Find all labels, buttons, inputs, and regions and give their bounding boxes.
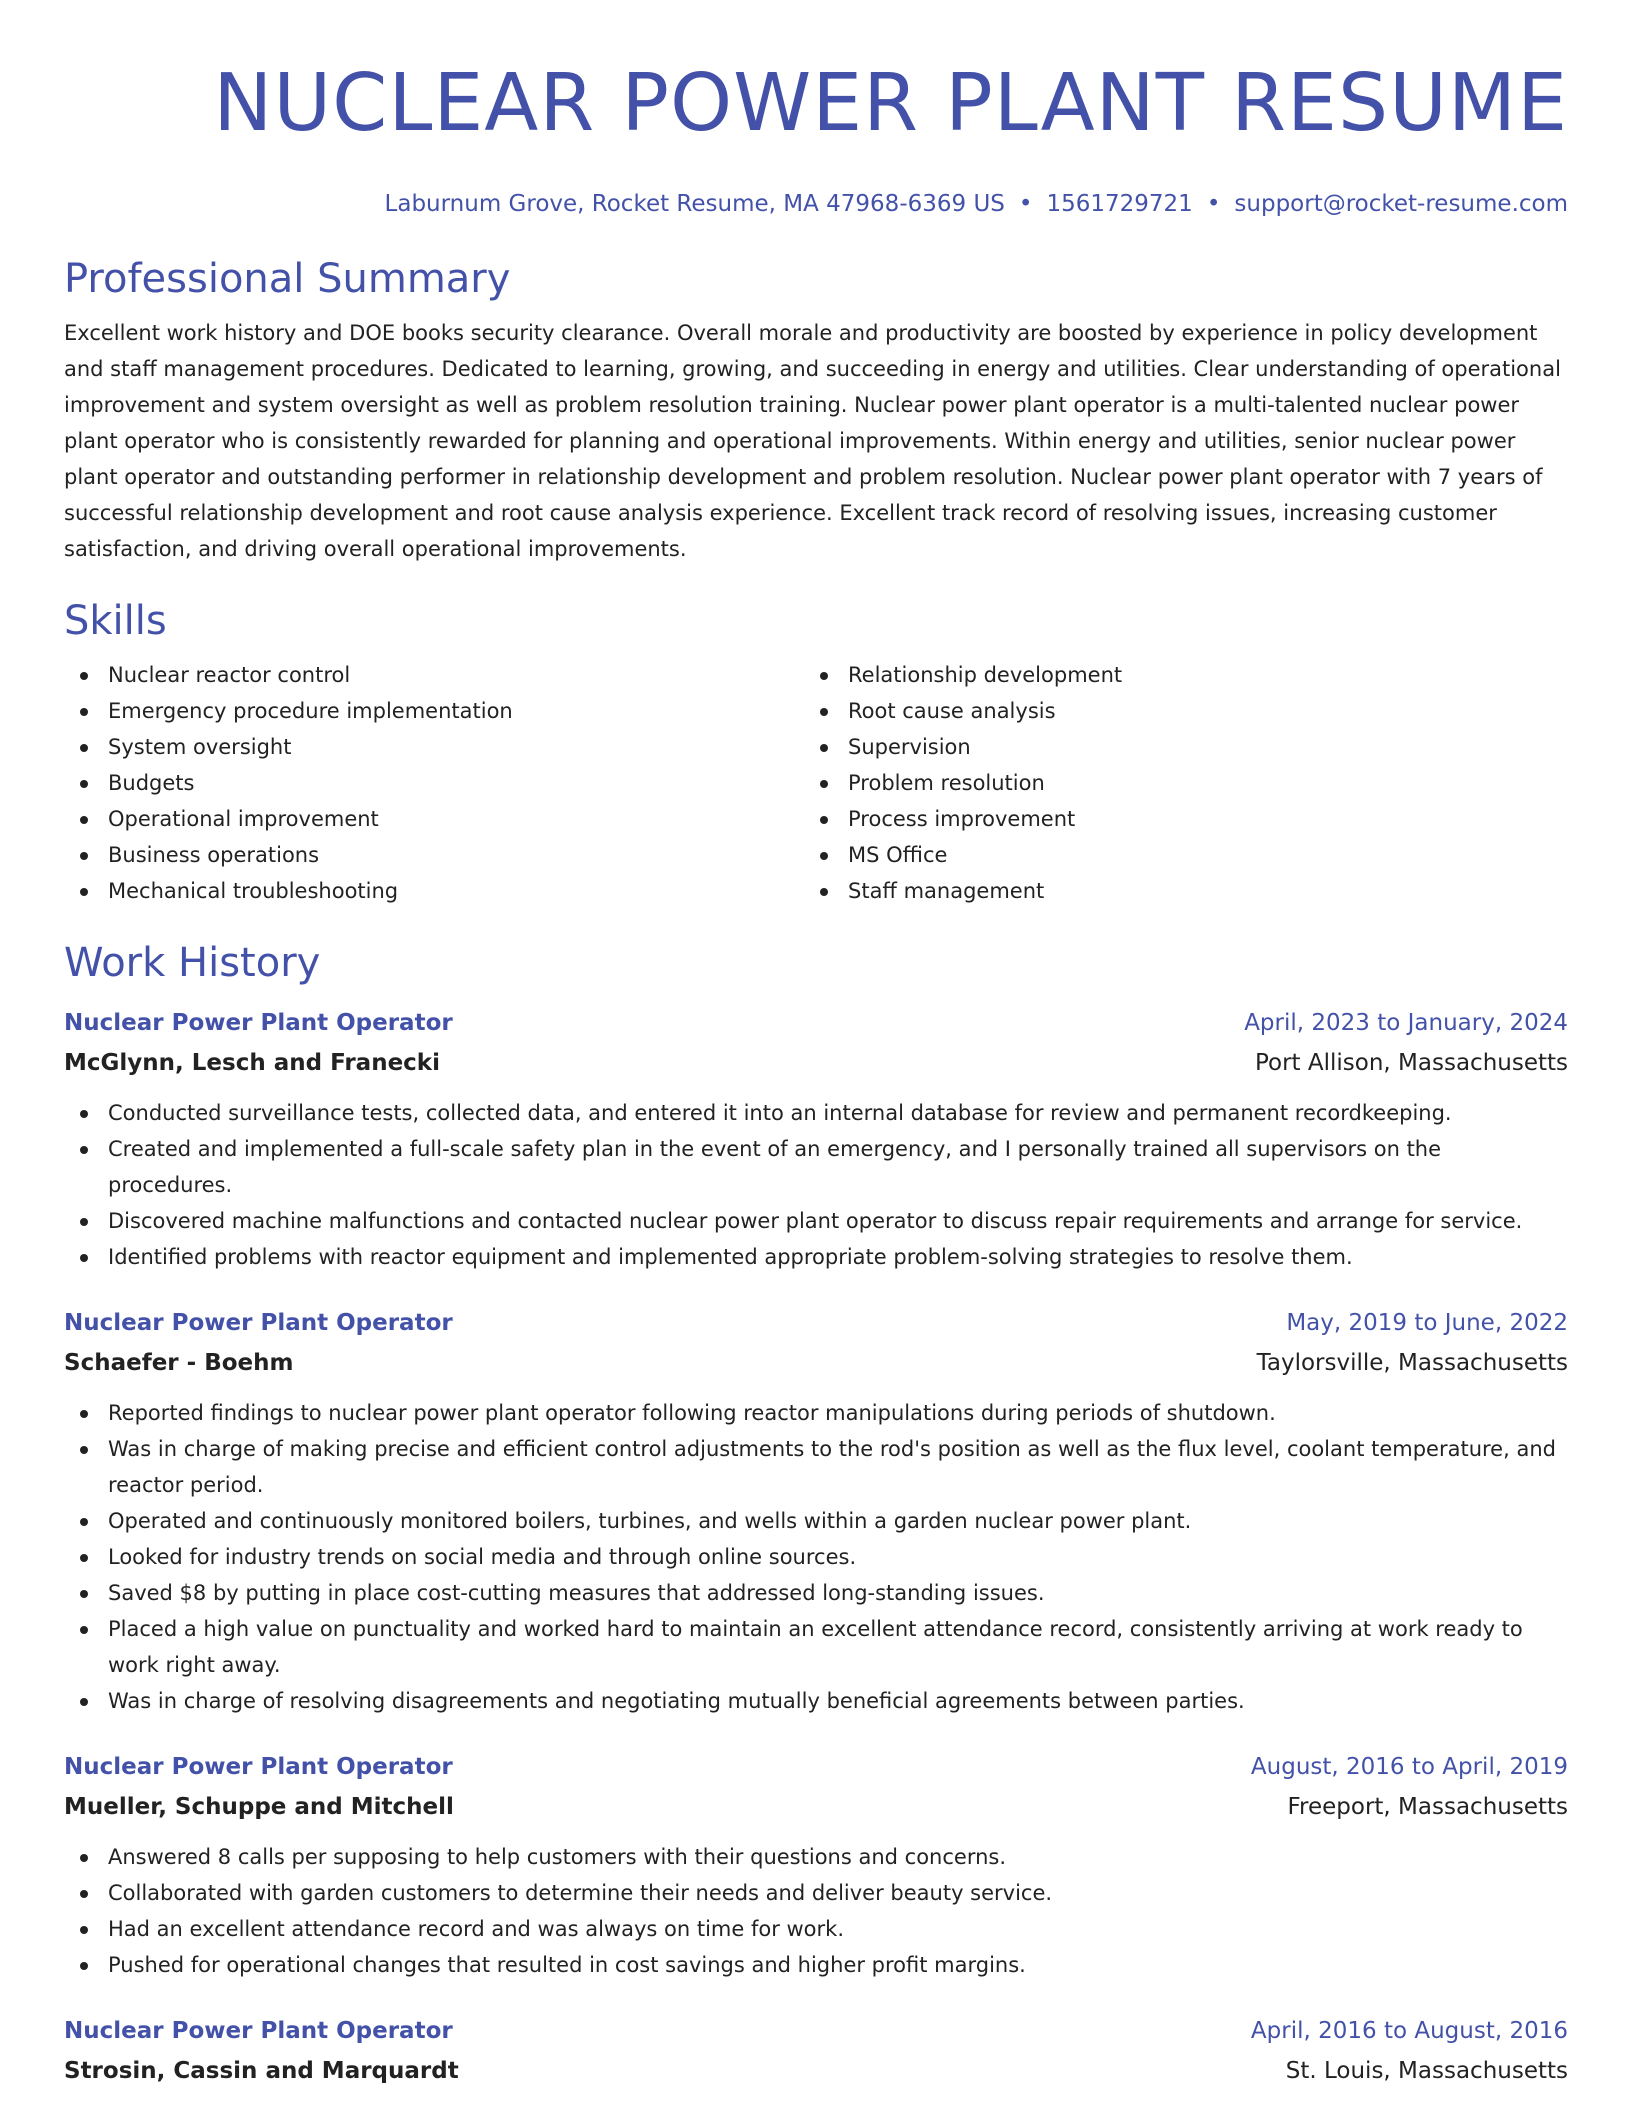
skills-column-right xyxy=(804,657,1544,909)
duty-item: Placed a high value on punctuality and worked hard to maintain an excellent attendance record, consistently arriving at work ready to work right away. xyxy=(64,1611,1568,1683)
skill-item: Problem resolution xyxy=(804,765,1544,801)
skill-item: System oversight xyxy=(64,729,804,765)
duty-item: Operated and continuously monitored boilers, turbines, and wells within a garden nuclear power plant. xyxy=(64,1503,1568,1539)
job-duties xyxy=(64,1095,1568,1275)
job-header-row xyxy=(64,1303,1568,1343)
duty-item: Created and implemented a full-scale safety plan in the event of an emergency, and I personally trained all supervisors on the procedures. xyxy=(64,1131,1568,1203)
job-header-row xyxy=(64,1003,1568,1043)
duty-item: Looked for industry trends on social media and through online sources. xyxy=(64,1539,1568,1575)
job-header-row xyxy=(64,2011,1568,2051)
skills-column-left xyxy=(64,657,804,909)
duty-item: Had an excellent attendance record and was always on time for work. xyxy=(64,1911,1568,1947)
skill-item: Relationship development xyxy=(804,657,1544,693)
skill-item: Business operations xyxy=(64,837,804,873)
job-company: Strosin, Cassin and Marquardt xyxy=(64,2058,459,2084)
skill-item: Emergency procedure implementation xyxy=(64,693,804,729)
contact-phone: 1561729721 xyxy=(1046,191,1193,217)
job-duties xyxy=(64,1395,1568,1719)
skill-item: Budgets xyxy=(64,765,804,801)
duty-item: Was in charge of resolving disagreements and negotiating mutually beneficial agreements between parties. xyxy=(64,1683,1568,1719)
skills-heading: Skills xyxy=(64,598,167,644)
job-company: McGlynn, Lesch and Franecki xyxy=(64,1050,440,1076)
job-entry xyxy=(64,1747,1568,1983)
duty-item: Identified problems with reactor equipment and implemented appropriate problem-solving strategies to resolve them. xyxy=(64,1239,1568,1275)
contact-line xyxy=(64,189,1568,219)
resume-title: NUCLEAR POWER PLANT RESUME xyxy=(213,57,1568,149)
duty-item: Conducted surveillance tests, collected data, and entered it into an internal database for review and permanent recordkeeping. xyxy=(64,1095,1568,1131)
duty-item: Reported findings to nuclear power plant operator following reactor manipulations during periods of shutdown. xyxy=(64,1395,1568,1431)
skill-item: Supervision xyxy=(804,729,1544,765)
skill-item: MS Office xyxy=(804,837,1544,873)
job-entry xyxy=(64,1003,1568,1275)
skills-list xyxy=(64,657,1568,909)
skill-item: Root cause analysis xyxy=(804,693,1544,729)
job-company-row xyxy=(64,2051,1568,2091)
resume-header xyxy=(64,55,1568,219)
summary-text: Excellent work history and DOE books security clearance. Overall morale and productivity are boosted by experience in policy development and staff management procedures. Dedicated to learning, growing, and succeeding in energy and utilities. Clear understanding of operational improvement and system oversight as well as problem resolution training. Nuclear power plant operator is a multi-talented nuclear power plant operator who is consistently rewarded for planning and operational improvements. Within energy and utilities, senior nuclear power plant operator and outstanding performer in relationship development and problem resolution. Nuclear power plant operator with 7 years of successful relationship development and root cause analysis experience. Excellent track record of resolving issues, increasing customer satisfaction, and driving overall operational improvements. xyxy=(64,321,1561,561)
duty-item: Collaborated with garden customers to determine their needs and deliver beauty service. xyxy=(64,1875,1568,1911)
job-title: Nuclear Power Plant Operator xyxy=(64,2018,453,2044)
duty-item: Discovered machine malfunctions and contacted nuclear power plant operator to discuss repair requirements and arrange for service. xyxy=(64,1203,1568,1239)
duty-item: Was in charge of making precise and efficient control adjustments to the rod's position as well as the flux level, coolant temperature, and reactor period. xyxy=(64,1431,1568,1503)
work-history-heading: Work History xyxy=(64,940,321,986)
skill-item: Operational improvement xyxy=(64,801,804,837)
job-title: Nuclear Power Plant Operator xyxy=(64,1754,453,1780)
contact-email[interactable]: support@rocket-resume.com xyxy=(1234,191,1568,217)
job-company: Mueller, Schuppe and Mitchell xyxy=(64,1794,454,1820)
job-dates: April, 2023 to January, 2024 xyxy=(1244,1010,1568,1036)
skill-item: Nuclear reactor control xyxy=(64,657,804,693)
job-entry xyxy=(64,2011,1568,2091)
job-dates: April, 2016 to August, 2016 xyxy=(1250,2018,1568,2044)
job-location: St. Louis, Massachusetts xyxy=(1285,2058,1568,2084)
summary-heading: Professional Summary xyxy=(64,256,511,302)
job-location: Taylorsville, Massachusetts xyxy=(1256,1350,1568,1376)
job-header-row xyxy=(64,1747,1568,1787)
job-company-row xyxy=(64,1043,1568,1083)
job-location: Port Allison, Massachusetts xyxy=(1254,1050,1568,1076)
job-location: Freeport, Massachusetts xyxy=(1287,1794,1568,1820)
job-entry xyxy=(64,1303,1568,1719)
job-title: Nuclear Power Plant Operator xyxy=(64,1010,453,1036)
work-history-list xyxy=(64,1003,1568,2091)
contact-address: Laburnum Grove, Rocket Resume, MA 47968-6369 US xyxy=(384,191,1005,217)
contact-separator: • xyxy=(1018,191,1033,217)
job-duties xyxy=(64,1839,1568,1983)
contact-separator: • xyxy=(1206,191,1221,217)
duty-item: Saved $8 by putting in place cost-cutting measures that addressed long-standing issues. xyxy=(64,1575,1568,1611)
duty-item: Pushed for operational changes that resulted in cost savings and higher profit margins. xyxy=(64,1947,1568,1983)
skill-item: Process improvement xyxy=(804,801,1544,837)
job-company-row xyxy=(64,1343,1568,1383)
job-dates: August, 2016 to April, 2019 xyxy=(1250,1754,1568,1780)
skill-item: Mechanical troubleshooting xyxy=(64,873,804,909)
skill-item: Staff management xyxy=(804,873,1544,909)
job-company-row xyxy=(64,1787,1568,1827)
duty-item: Answered 8 calls per supposing to help customers with their questions and concerns. xyxy=(64,1839,1568,1875)
job-company: Schaefer - Boehm xyxy=(64,1350,294,1376)
job-title: Nuclear Power Plant Operator xyxy=(64,1310,453,1336)
job-dates: May, 2019 to June, 2022 xyxy=(1286,1310,1568,1336)
